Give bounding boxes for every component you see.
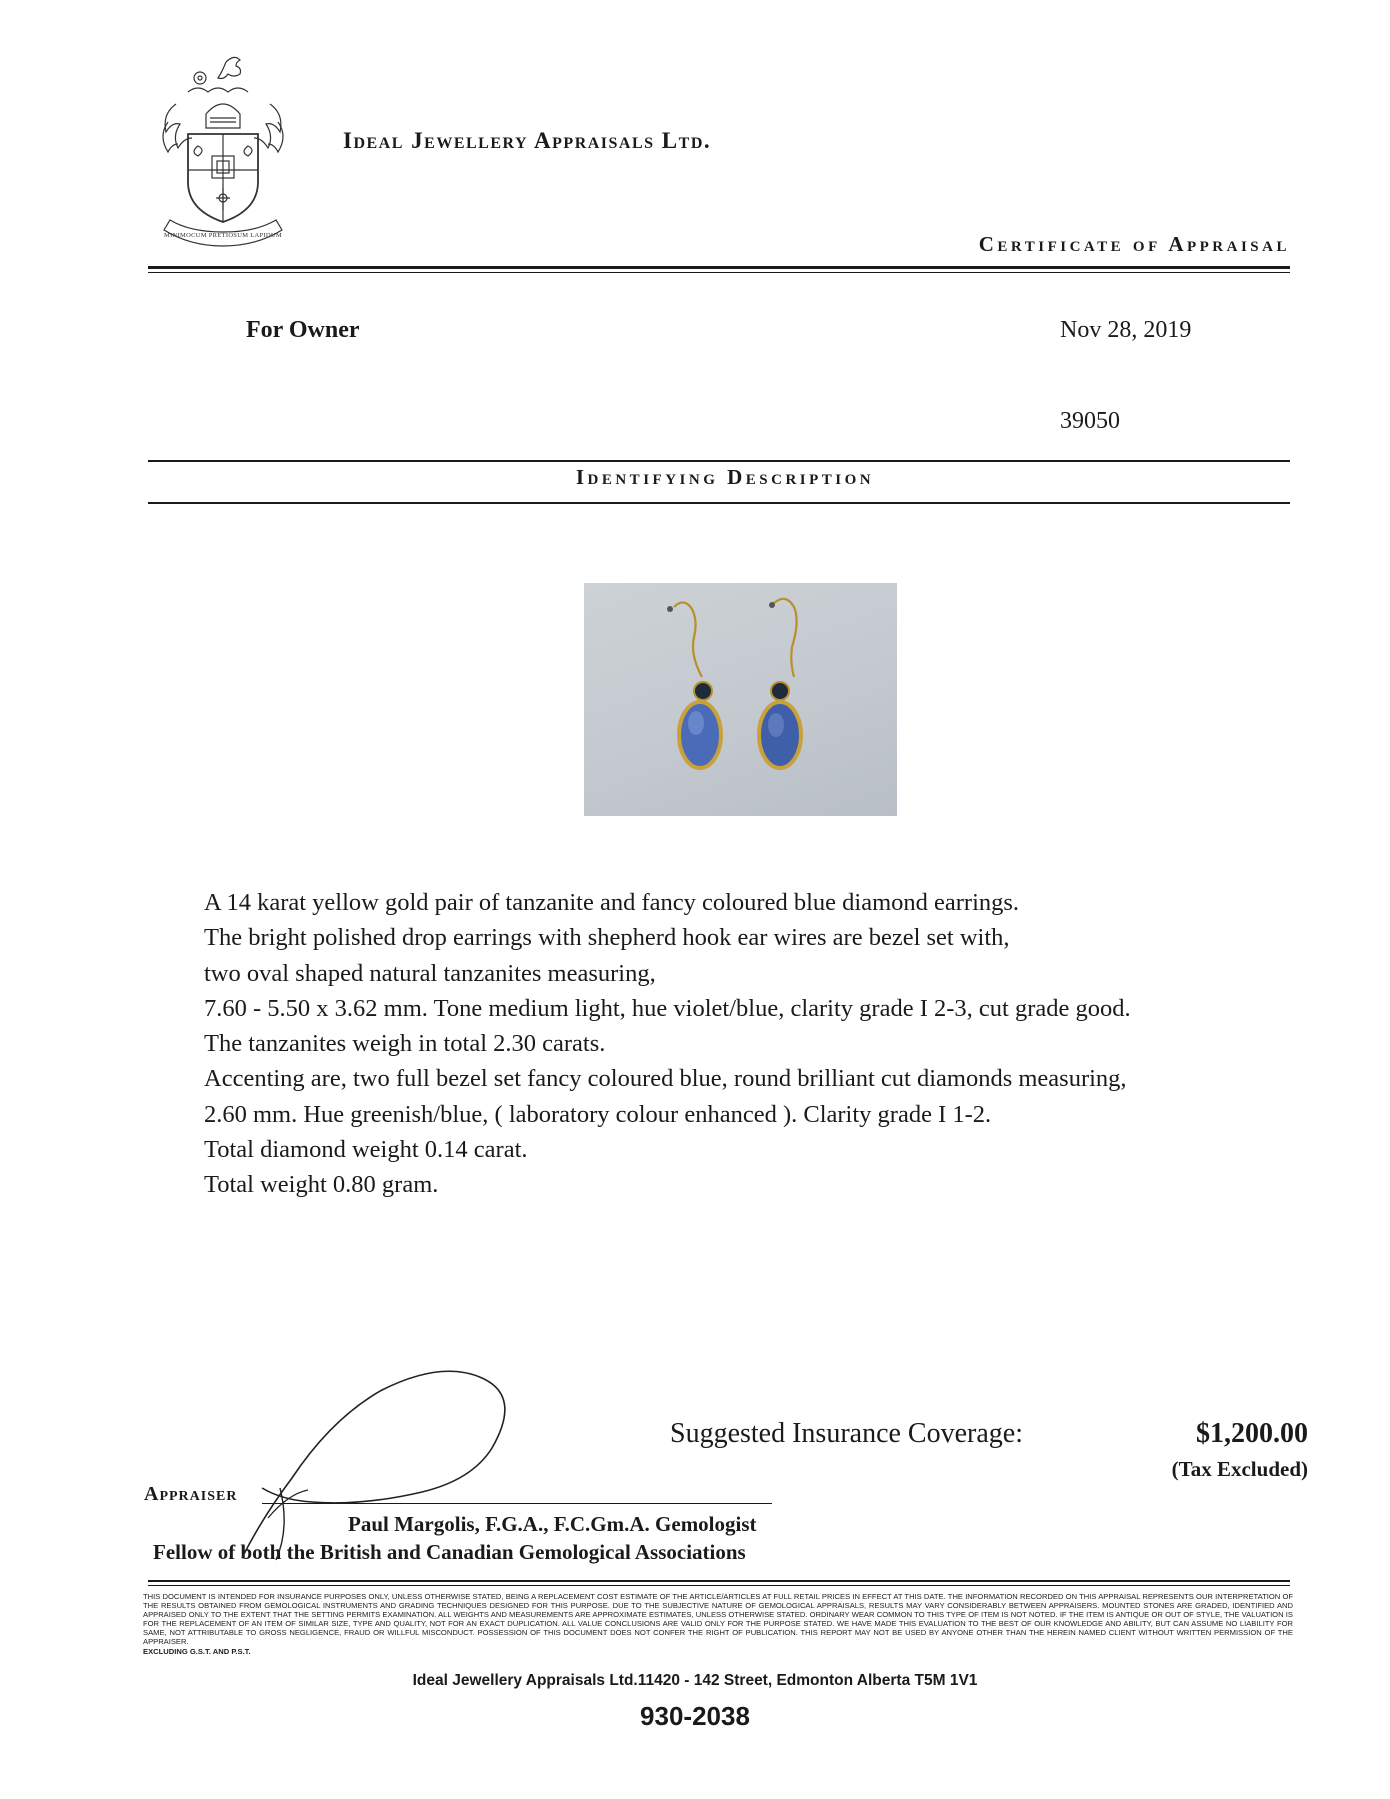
description-line: Total weight 0.80 gram.	[204, 1171, 439, 1199]
certificate-title: Certificate of Appraisal	[978, 232, 1290, 256]
item-description	[204, 885, 1304, 1203]
section-rule-top	[148, 460, 1290, 462]
owner-label: For Owner	[246, 317, 360, 343]
disclaimer-text: THIS DOCUMENT IS INTENDED FOR INSURANCE PURPOSES ONLY, UNLESS OTHERWISE STATED, BEING A REPLACEMENT COST ESTIMATE OF THE ARTICLE/ARTICLES AT FULL RETAIL PRICES IN EFFECT AT THIS DATE. THE INFORMATION RECORDED ON THIS APPRAISAL REPRESENTS OUR INTERPRETATION OF THE RESULTS OBTAINED FROM GEMOLOGICAL INSTRUMENTS AND GRADING TECHNIQUES DESIGNED FOR THIS PURPOSE. DUE TO THE SUBJECTIVE NATURE OF GEMOLOGICAL APPRAISALS, RESULTS MAY VARY CONSIDERABLY BETWEEN APPRAISERS. MOUNTED STONES ARE GRADED, IDENTIFIED AND APPRAISED ONLY TO THE EXTENT THAT THE SETTING PERMITS EXAMINATION. ALL WEIGHTS AND MEASUREMENTS ARE APPROXIMATE ESTIMATES, UNLESS OTHERWISE STATED. ORDINARY WEAR COMMON TO THIS TYPE OF ITEM IS NOT NOTED. IF THE ITEM IS ANTIQUE OR OUT OF STYLE, THE VALUATION IS FOR THE REPLACEMENT OF AN ITEM OF SIMILAR SIZE, TYPE AND QUALITY, NOT FOR AN EXACT DUPLICATION. ALL VALUE CONCLUSIONS ARE VALID ONLY FOR THE PURPOSE STATED. WE HAVE MADE THIS EVALUATION TO THE BEST OF OUR KNOWLEDGE AND ABILITY, BUT CAN ASSUME NO LIABILITY FOR SAME, NOT ATTRIBUTABLE TO GROSS NEGLIGENCE, FRAUD OR WILLFUL MISCONDUCT. POSSESSION OF THIS DOCUMENT DOES NOT CONFER THE RIGHT OF PUBLICATION. THIS REPORT MAY NOT BE USED BY ANYONE OTHER THAN THE HEREIN NAMED CLIENT WITHOUT WRITTEN PERMISSION OF THE APPRAISER.	[143, 1592, 1293, 1647]
earrings-illustration	[584, 583, 897, 816]
earrings-photo	[584, 583, 897, 816]
company-name: Ideal Jewellery Appraisals Ltd.	[343, 128, 712, 153]
appraiser-label: Appraiser	[144, 1483, 238, 1505]
insurance-label: Suggested Insurance Coverage:	[670, 1418, 1023, 1449]
description-line: The bright polished drop earrings with shepherd hook ear wires are bezel set with,	[204, 924, 1010, 952]
description-line: two oval shaped natural tanzanites measuring,	[204, 959, 656, 987]
appraiser-fellowship: Fellow of both the British and Canadian Gemological Associations	[153, 1540, 746, 1564]
description-line: Accenting are, two full bezel set fancy coloured blue, round brilliant cut diamonds measuring,	[204, 1065, 1127, 1093]
footer-rule-thick	[148, 1580, 1290, 1582]
tax-note: (Tax Excluded)	[1171, 1457, 1308, 1481]
handwritten-signature	[232, 1368, 552, 1563]
description-line: A 14 karat yellow gold pair of tanzanite and fancy coloured blue diamond earrings.	[204, 889, 1020, 916]
footer-rule-thin	[148, 1585, 1290, 1586]
footer-phone: 930-2038	[640, 1701, 750, 1731]
header-rule-thick	[148, 266, 1290, 269]
insurance-value: $1,200.00	[1196, 1418, 1308, 1449]
section-title: Identifying Description	[575, 465, 875, 489]
description-line: 2.60 mm. Hue greenish/blue, ( laboratory colour enhanced ). Clarity grade I 1-2.	[204, 1100, 992, 1128]
header-rule-thin	[148, 272, 1290, 273]
svg-text:MINIMOCUM PRETIOSUM LAPIDUM: MINIMOCUM PRETIOSUM LAPIDUM	[164, 232, 282, 239]
disclaimer-tax: EXCLUDING G.S.T. AND P.S.T.	[143, 1646, 251, 1656]
appraiser-name: Paul Margolis, F.G.A., F.C.Gm.A. Gemologist	[348, 1512, 757, 1536]
section-rule-bottom	[148, 502, 1290, 504]
disclaimer	[143, 1592, 1293, 1656]
description-line: Total diamond weight 0.14 carat.	[204, 1136, 528, 1164]
appraisal-date: Nov 28, 2019	[1060, 317, 1192, 343]
crest-logo	[148, 52, 298, 247]
appraisal-number: 39050	[1060, 408, 1120, 434]
footer-address: Ideal Jewellery Appraisals Ltd.11420 - 142 Street, Edmonton Alberta T5M 1V1	[412, 1672, 978, 1689]
description-line: 7.60 - 5.50 x 3.62 mm. Tone medium light, hue violet/blue, clarity grade I 2-3, cut grade good.	[204, 994, 1131, 1022]
description-line: The tanzanites weigh in total 2.30 carats.	[204, 1030, 606, 1058]
